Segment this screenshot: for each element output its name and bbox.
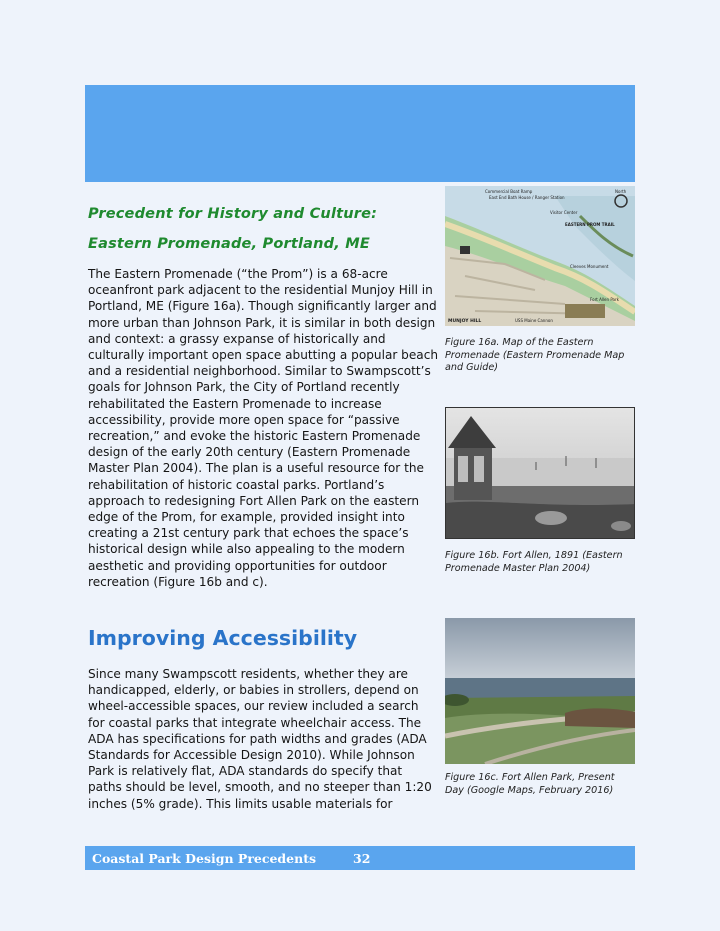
map-label-monument: Cleeves Monument	[570, 264, 609, 269]
history-subheading: Eastern Promenade, Portland, ME	[88, 236, 370, 252]
accessibility-title: Improving Accessibility	[88, 626, 358, 650]
figure-16b-photo	[445, 407, 635, 539]
map-label-fort: Fort Allen Park	[590, 297, 619, 302]
header-band	[85, 85, 635, 182]
page-number: 32	[353, 851, 371, 866]
map-label-cannon: USS Maine Cannon	[515, 318, 553, 323]
map-label-north: North	[615, 189, 627, 194]
footer-bar	[85, 846, 635, 870]
history-heading: Precedent for History and Culture:	[88, 206, 378, 222]
history-text-block	[88, 266, 438, 590]
map-label-visitor: Visitor Center	[550, 210, 578, 215]
accessibility-text-block	[88, 666, 438, 812]
map-label-boat-ramp: Commercial Boat Ramp	[485, 189, 533, 194]
figure-16a-caption: Figure 16a. Map of the Eastern Promenade (Eastern Promenade Map and Guide)	[445, 337, 625, 373]
history-paragraph: The Eastern Promenade (“the Prom”) is a 68-acre oceanfront park adjacent to the residential Munjoy Hill in Portland, ME (Figure 16a). Though significantly larger and more urban than Johnson Park, it is similar in both design and context: a grassy expanse of historically and culturally important open space abutting a popular beach and a residential neighborhood. Similar to Swampscott’s goals for Johnson Park, the City of Portland recently rehabilitated the Eastern Promenade to increase accessibility, provide more open space for “passive recreation,” and evoke the historic Eastern Promenade design of the early 20th century (Eastern Promenade Master Plan 2004). The plan is a useful resource for the rehabilitation of historic coastal parks. Portland’s approach to redesigning Fort Allen Park on the eastern edge of the Prom, for example, provided insight into creating a 21st century park that echoes the space’s historical design while also appealing to the modern aesthetic and providing opportunities for outdoor recreation (Figure 16b and c).	[88, 267, 439, 589]
map-label-munjoy: MUNJOY HILL	[448, 319, 482, 324]
figure-16a-map	[445, 186, 635, 326]
figure-16b-caption: Figure 16b. Fort Allen, 1891 (Eastern Promenade Master Plan 2004)	[445, 550, 623, 574]
figure-16c-photo	[445, 618, 635, 764]
accessibility-paragraph: Since many Swampscott residents, whether they are handicapped, elderly, or babies in strollers, depend on wheel-accessible spaces, our review included a search for coastal parks that integrate wheelchair access. The ADA has specifications for path widths and grades (ADA Standards for Accessible Design 2010). While Johnson Park is relatively flat, ADA standards do specify that paths should be level, smooth, and no steeper than 1:20 inches (5% grade). This limits usable materials for	[88, 667, 432, 811]
footer-title: Coastal Park Design Precedents	[92, 851, 317, 866]
figure-16c-caption: Figure 16c. Fort Allen Park, Present Day (Google Maps, February 2016)	[445, 772, 615, 796]
map-label-ranger: East End Bath House / Ranger Station	[489, 195, 565, 200]
map-label-trail: EASTERN PROM TRAIL	[565, 222, 615, 227]
